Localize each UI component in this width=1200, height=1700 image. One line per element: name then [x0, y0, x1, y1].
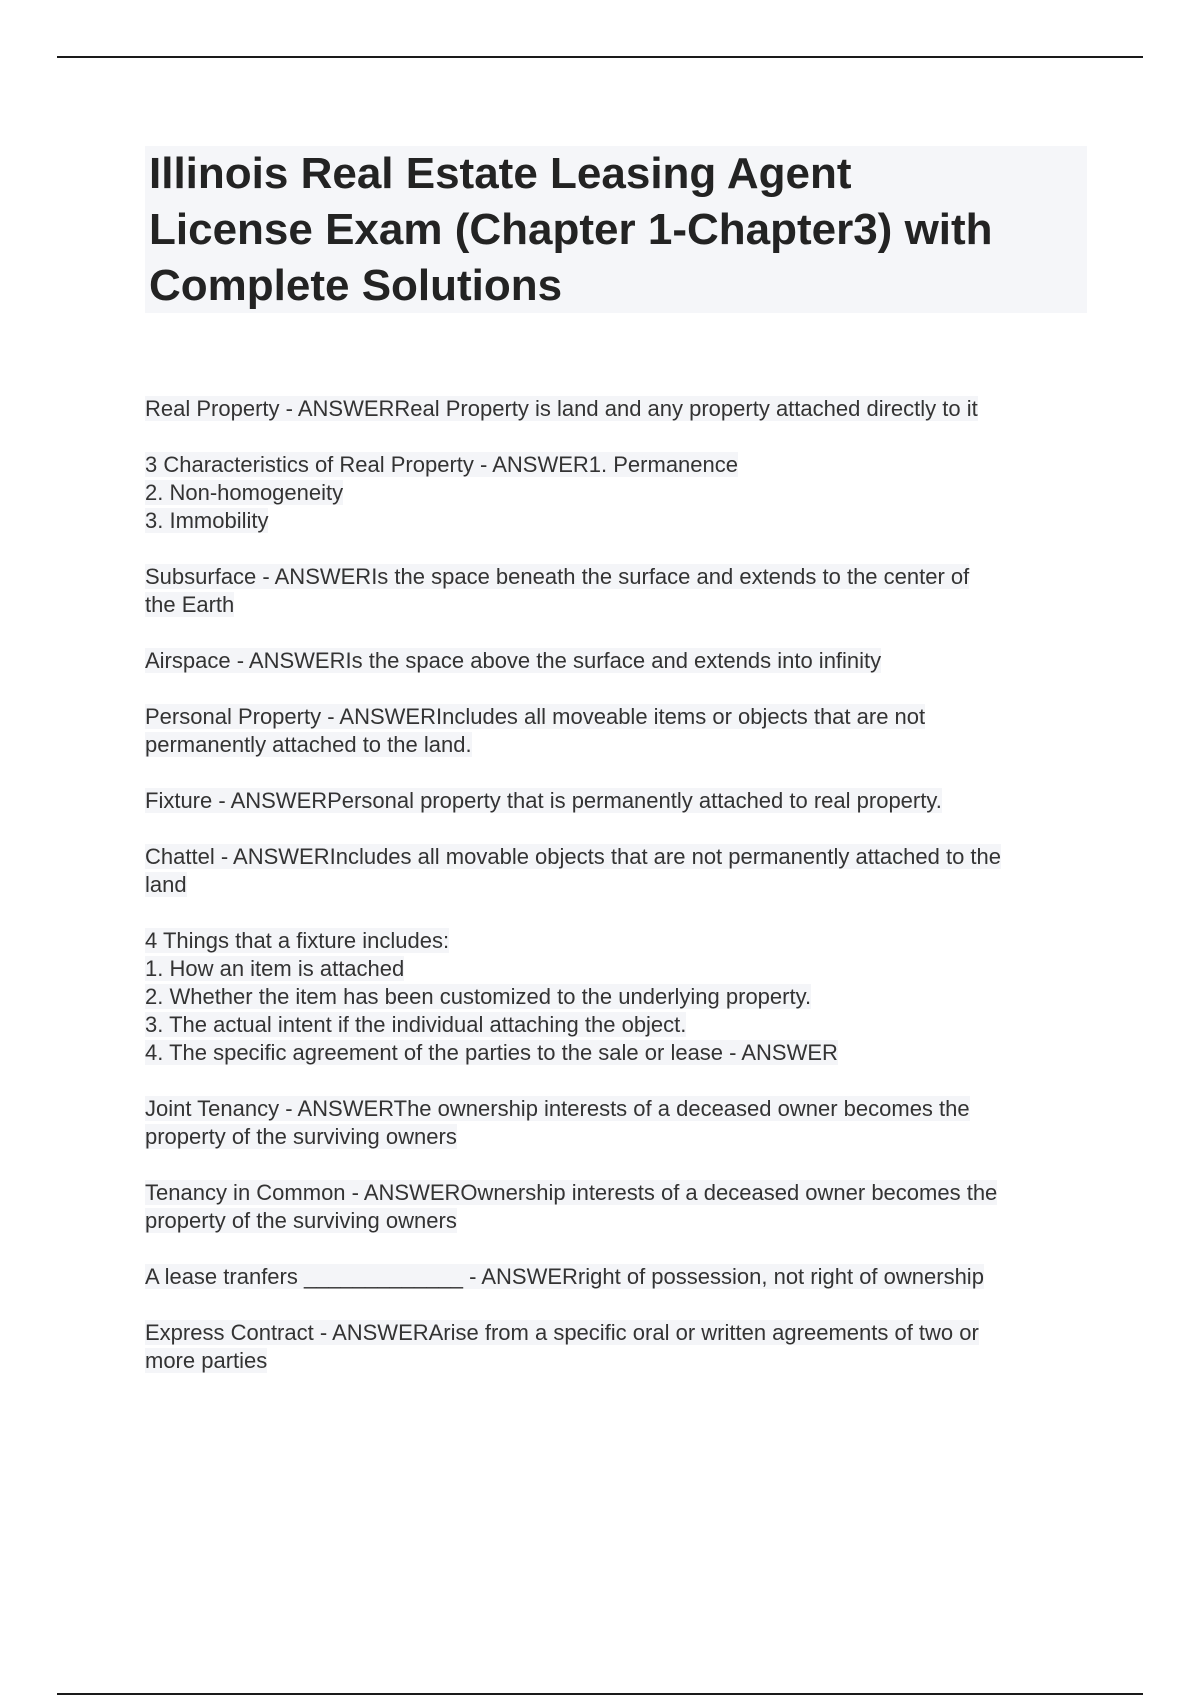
qa-entry-real-property: [145, 395, 1095, 423]
entry-text: 3 Characteristics of Real Property - ANSWER1. Permanence: [145, 452, 739, 477]
qa-entry-characteristics: [145, 451, 1095, 535]
qa-entry-chattel: [145, 843, 1095, 899]
entry-text: Personal Property - ANSWERIncludes all moveable items or objects that are not: [145, 704, 926, 729]
entry-text: Express Contract - ANSWERArise from a specific oral or written agreements of two or: [145, 1320, 979, 1345]
entry-text: Airspace - ANSWERIs the space above the surface and extends into infinity: [145, 648, 882, 673]
entry-text: Real Property - ANSWERReal Property is land and any property attached directly to it: [145, 396, 978, 421]
title-line: License Exam (Chapter 1-Chapter3) with: [149, 205, 993, 254]
entry-text: 1. How an item is attached: [145, 956, 405, 981]
qa-entry-lease-transfers: [145, 1263, 1095, 1291]
entry-text: permanently attached to the land.: [145, 732, 472, 757]
entry-text: more parties: [145, 1348, 268, 1373]
entry-text: land: [145, 872, 187, 897]
document-title: [145, 146, 1087, 313]
entry-text: Tenancy in Common - ANSWEROwnership interests of a deceased owner becomes the: [145, 1180, 998, 1205]
qa-entry-subsurface: [145, 563, 1095, 619]
entry-text: 3. The actual intent if the individual attaching the object.: [145, 1012, 687, 1037]
title-line: Complete Solutions: [149, 261, 563, 310]
entry-text: 3. Immobility: [145, 508, 269, 533]
top-rule: [57, 56, 1143, 58]
qa-entry-fixture: [145, 787, 1095, 815]
qa-entry-tenancy-in-common: [145, 1179, 1095, 1235]
entry-text: Joint Tenancy - ANSWERThe ownership interests of a deceased owner becomes the: [145, 1096, 970, 1121]
qa-entry-express-contract: [145, 1319, 1095, 1375]
entry-text: Subsurface - ANSWERIs the space beneath the surface and extends to the center of: [145, 564, 970, 589]
entry-text: property of the surviving owners: [145, 1208, 457, 1233]
qa-entry-joint-tenancy: [145, 1095, 1095, 1151]
entry-text: A lease tranfers _____________ - ANSWERright of possession, not right of ownership: [145, 1264, 984, 1289]
entry-text: Chattel - ANSWERIncludes all movable objects that are not permanently attached to the: [145, 844, 1002, 869]
bottom-rule: [57, 1693, 1143, 1695]
qa-entry-personal-property: [145, 703, 1095, 759]
entry-text: 4. The specific agreement of the parties to the sale or lease - ANSWER: [145, 1040, 838, 1065]
entry-text: 2. Non-homogeneity: [145, 480, 344, 505]
qa-entry-fixture-includes: [145, 927, 1095, 1067]
entry-text: 4 Things that a fixture includes:: [145, 928, 450, 953]
entry-text: Fixture - ANSWERPersonal property that is permanently attached to real property.: [145, 788, 942, 813]
entry-text: the Earth: [145, 592, 235, 617]
qa-list: [145, 395, 1095, 1403]
qa-entry-airspace: [145, 647, 1095, 675]
entry-text: property of the surviving owners: [145, 1124, 457, 1149]
title-line: Illinois Real Estate Leasing Agent: [149, 149, 852, 198]
entry-text: 2. Whether the item has been customized to the underlying property.: [145, 984, 812, 1009]
